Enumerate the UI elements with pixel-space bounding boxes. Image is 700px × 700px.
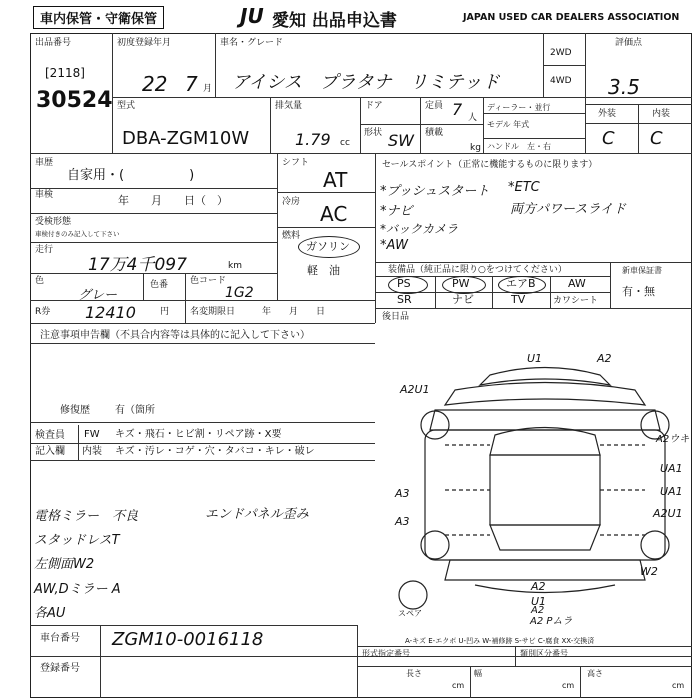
remark: エンドパネル歪み (205, 507, 309, 522)
damage-mark: A2U1 (400, 383, 430, 396)
damage-legend: A-キズ E-エクボ U-凹み W-補修跡 S-サビ C-腐食 XX-交換済 (405, 637, 595, 645)
model-code: DBA-ZGM10W (122, 128, 250, 149)
repair-history-label: 修復歴 (60, 405, 90, 416)
fw-items: キズ・飛石・ヒビ割・リペア跡・X要 (115, 429, 282, 440)
class-number-label: 類別区分番号 (520, 649, 568, 658)
ac-value: AC (320, 202, 348, 226)
interior-grade: C (650, 128, 663, 149)
body-shape: SW (388, 131, 414, 150)
plate-deadline-label: 名変期限日 (190, 307, 236, 317)
notes-label: 注意事項申告欄（不具合内容等は具体的に記入して下さい） (40, 330, 310, 341)
capacity-unit: 人 (468, 113, 478, 123)
length-unit: cm (452, 681, 465, 690)
lot-subnumber: [2118] (45, 66, 85, 80)
sales-point: *ETC (508, 180, 540, 195)
sales-point: *バックカメラ (380, 222, 459, 236)
after-items-label: 後日品 (382, 312, 410, 322)
height-label: 高さ (587, 669, 603, 678)
fuel-diesel: 軽 油 (307, 264, 340, 277)
mileage-label: 走行 (35, 245, 54, 255)
shift-label: シフト (282, 158, 310, 168)
sales-points-label: セールスポイント（正常に機能するものに限ります） (382, 160, 598, 170)
fuel-label: 燃料 (282, 231, 301, 241)
damage-mark: UA1 (660, 485, 683, 498)
damage-mark: A2 (597, 352, 612, 365)
first-reg-label: 初度登録年月 (117, 38, 172, 48)
damage-mark: A3 (395, 487, 410, 500)
displacement: 1.79 (295, 130, 331, 149)
color-code-label: 色コード (190, 276, 227, 286)
inspection-value: 年 月 日（ ） (118, 194, 228, 207)
equipment-label: 装備品（純正品に限り○をつけてください） (388, 265, 567, 275)
ju-logo: JU (240, 4, 264, 28)
interior-label: 内装 (652, 109, 671, 119)
damage-mark: A2ウキ (656, 434, 690, 445)
damage-mark: UA1 (660, 462, 683, 475)
inspection-label: 車検 (35, 190, 54, 200)
score-value: 3.5 (608, 75, 640, 99)
ac-label: 冷房 (282, 197, 301, 207)
remark: 左側面W2 (34, 557, 95, 572)
recycle-unit: 円 (160, 307, 170, 317)
fw-label: FW (84, 429, 100, 440)
repair-history-value: 有（箇所 (115, 405, 155, 416)
length-label: 長さ (406, 669, 422, 678)
shift-value: AT (323, 168, 348, 192)
warranty-value: 有・無 (622, 285, 655, 298)
damage-mark: A2U1 (653, 507, 683, 520)
color-label: 色 (35, 276, 45, 286)
load-unit: kg (470, 143, 481, 153)
registration-label: 登録番号 (40, 663, 80, 674)
chassis-label: 車台番号 (40, 633, 80, 644)
door-label: ドア (365, 101, 383, 111)
spare-tire-label: スペア (398, 609, 422, 618)
lot-number-label: 出品番号 (35, 38, 72, 48)
equip-seat: カワシート (553, 296, 599, 306)
dealer-label: ディーラー・並行 (487, 103, 551, 112)
sales-point: *AW (380, 238, 409, 253)
equip-aw: AW (568, 277, 586, 290)
storage-stamp: 車内保管・守衛保管 (33, 6, 164, 29)
month-unit: 月 (203, 84, 213, 94)
inspection-type-label: 受検形態 (35, 217, 72, 227)
car-name-label: 車名・グレード (220, 38, 284, 48)
chassis-number: ZGM10-0016118 (112, 629, 264, 650)
width-label: 幅 (474, 669, 482, 678)
sales-point: *プッシュスタート (380, 184, 490, 199)
color-code: 1G2 (225, 285, 254, 301)
sales-point: 両方パワースライド (510, 202, 626, 217)
remark: スタッドレスT (34, 533, 120, 548)
first-reg-year: 22 (142, 72, 168, 96)
history-label: 車歴 (35, 158, 54, 168)
height-unit: cm (672, 681, 685, 690)
damage-mark: W2 (640, 565, 658, 578)
drive-4wd: 4WD (550, 76, 572, 86)
interior-check-items: キズ・汚レ・コゲ・穴・タバコ・キレ・破レ (115, 446, 315, 457)
plate-deadline-value: 年 月 日 (262, 307, 326, 317)
recycle-label: R券 (35, 307, 51, 317)
equip-airbag: エアB (506, 277, 536, 290)
form-title: 愛知 出品申込書 (272, 11, 397, 31)
load-label: 積載 (425, 128, 444, 138)
remark: 各AU (34, 606, 66, 621)
handle-label: ハンドル 左・右 (487, 142, 551, 151)
inspector-label: 検査員 (35, 430, 65, 441)
capacity: 7 (452, 100, 463, 119)
lot-number: 30524 (36, 88, 113, 113)
mileage-unit: km (228, 261, 242, 271)
damage-mark: U1 (531, 595, 547, 608)
remark: 電格ミラー 不良 (34, 509, 139, 524)
score-label: 評価点 (615, 38, 643, 48)
damage-mark: A3 (395, 515, 410, 528)
recycle-fee: 12410 (85, 303, 136, 322)
shape-label: 形状 (364, 128, 383, 138)
inspection-type-sub: 車検付きのみ記入して下さい (35, 230, 120, 238)
inspector-entry-label: 記入欄 (35, 446, 65, 457)
equip-sr: SR (397, 293, 412, 306)
displacement-unit: cc (340, 138, 350, 148)
equip-ps: PS (397, 277, 411, 290)
interior-check-label: 内装 (82, 446, 102, 457)
model-spec-label: 形式指定番号 (362, 649, 410, 658)
warranty-label: 新車保証書 (622, 266, 662, 275)
association-name: JAPAN USED CAR DEALERS ASSOCIATION (463, 12, 680, 23)
model-year-label: モデル 年式 (487, 120, 530, 129)
damage-mark: A2 (531, 580, 546, 593)
equip-tv: TV (511, 293, 526, 306)
damage-mark: U1 (527, 352, 543, 365)
mileage: 17万4千097 (88, 255, 187, 275)
fuel-gasoline: ガソリン (306, 240, 350, 253)
exterior-grade: C (602, 128, 615, 149)
displacement-label: 排気量 (275, 101, 303, 111)
color-value: グレー (78, 288, 118, 303)
history-value: 自家用・( ) (67, 168, 195, 183)
car-name: アイシス プラタナ リミテッド (232, 72, 500, 93)
model-label: 型式 (117, 101, 136, 111)
drive-2wd: 2WD (550, 48, 572, 58)
damage-mark: A2 Pムラ (530, 616, 573, 627)
exterior-label: 外装 (598, 109, 617, 119)
remark: AW,Dミラー A (34, 582, 121, 597)
capacity-label: 定員 (425, 101, 444, 111)
equip-pw: PW (452, 277, 470, 290)
color-number-label: 色番 (150, 280, 169, 290)
damage-mark: A2 (531, 605, 545, 616)
first-reg-month: 7 (185, 72, 198, 96)
equip-navi: ナビ (452, 293, 474, 306)
sales-point: *ナビ (380, 204, 413, 219)
width-unit: cm (562, 681, 575, 690)
